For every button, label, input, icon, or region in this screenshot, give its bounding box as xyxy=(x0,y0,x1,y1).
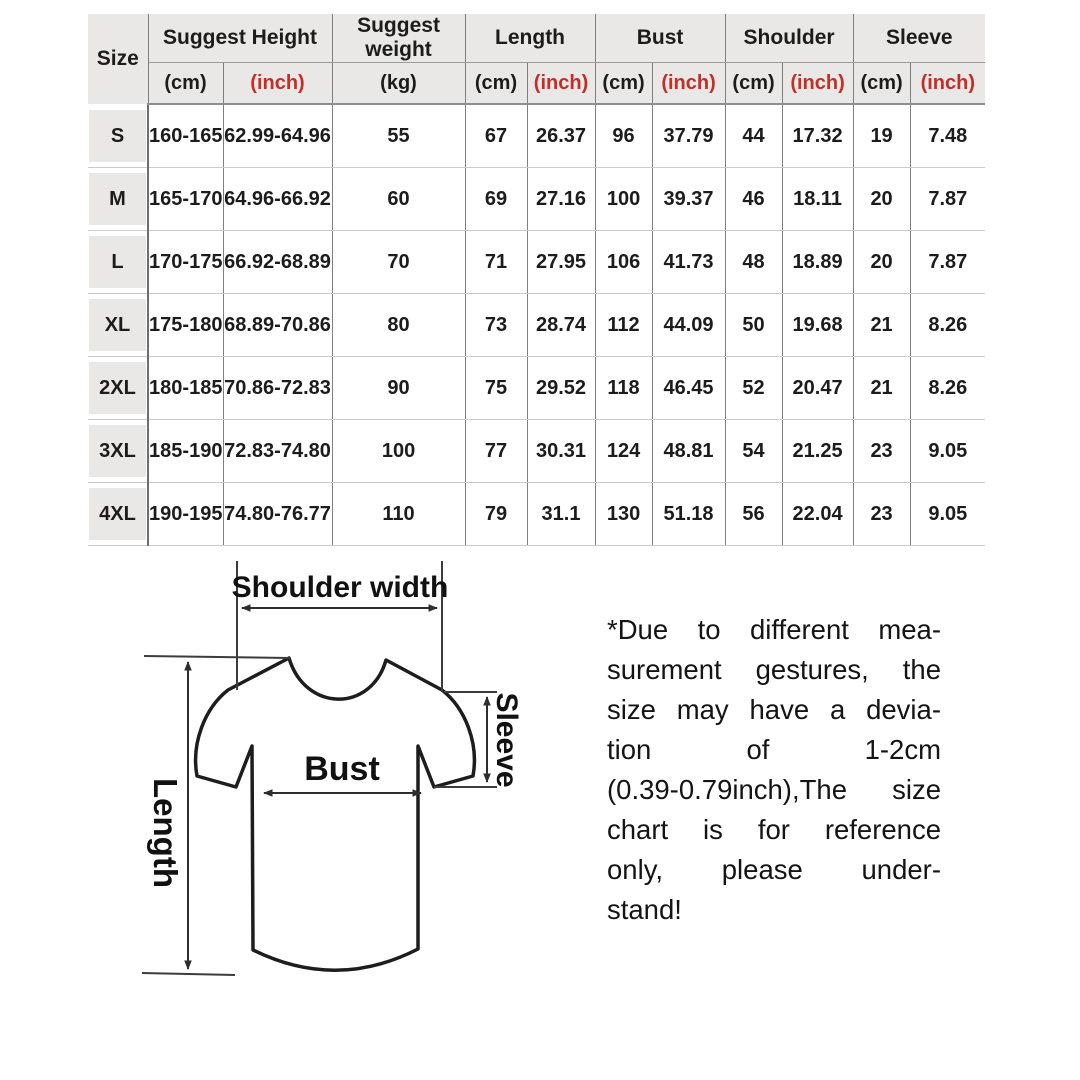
length-label: Length xyxy=(147,778,184,888)
height-inch-value: 72.83-74.80 xyxy=(223,420,332,483)
bust-cm-value: 130 xyxy=(595,483,652,546)
shoulder-inch-value: 22.04 xyxy=(782,483,853,546)
header-group-row xyxy=(88,14,985,63)
bust-inch-value: 51.18 xyxy=(652,483,725,546)
shoulder-cm-value: 46 xyxy=(725,168,782,231)
size-cell xyxy=(88,168,148,231)
sleeve-cm-value: 23 xyxy=(853,420,910,483)
note-line: tion of 1-2cm xyxy=(607,734,941,765)
size-cell xyxy=(88,483,148,546)
shoulder-inch-value: 19.68 xyxy=(782,294,853,357)
sleeve-cm-value: 21 xyxy=(853,357,910,420)
sleeve-cm-value: 20 xyxy=(853,168,910,231)
bust-cm-value: 96 xyxy=(595,104,652,168)
height-cm-value: 165-170 xyxy=(148,168,223,231)
length-cm-value: 77 xyxy=(465,420,527,483)
sleeve-cm-value: 20 xyxy=(853,231,910,294)
size-label: S xyxy=(89,110,146,162)
col-header-length: Length xyxy=(465,14,595,63)
height-cm-value: 160-165 xyxy=(148,104,223,168)
size-label: 4XL xyxy=(89,488,146,540)
size-cell xyxy=(88,104,148,168)
table-row-m xyxy=(88,168,985,231)
length-cm-value: 69 xyxy=(465,168,527,231)
table-row-3xl xyxy=(88,420,985,483)
sleeve-cm-value: 21 xyxy=(853,294,910,357)
height-cm-value: 180-185 xyxy=(148,357,223,420)
size-cell xyxy=(88,420,148,483)
height-inch-value: 64.96-66.92 xyxy=(223,168,332,231)
length-inch-value: 31.1 xyxy=(527,483,595,546)
sleeve-inch-value: 8.26 xyxy=(910,357,985,420)
note-line: *Due to different mea- xyxy=(607,614,941,645)
table-row-s xyxy=(88,104,985,168)
tshirt-diagram-svg xyxy=(90,550,590,1018)
weight-kg-value: 70 xyxy=(332,231,465,294)
sleeve-cm-value: 23 xyxy=(853,483,910,546)
bust-inch-value: 44.09 xyxy=(652,294,725,357)
size-chart-table xyxy=(88,14,985,546)
weight-kg-value: 110 xyxy=(332,483,465,546)
col-header-sleeve: Sleeve xyxy=(853,14,985,63)
size-label: 2XL xyxy=(89,362,146,414)
length-inch-value: 29.52 xyxy=(527,357,595,420)
unit-length-cm: (cm) xyxy=(465,63,527,105)
bust-inch-value: 37.79 xyxy=(652,104,725,168)
length-inch-value: 26.37 xyxy=(527,104,595,168)
length-inch-value: 27.16 xyxy=(527,168,595,231)
unit-shoulder-inch: (inch) xyxy=(782,63,853,105)
size-cell xyxy=(88,357,148,420)
size-cell xyxy=(88,231,148,294)
size-label: 3XL xyxy=(89,425,146,477)
length-cm-value: 73 xyxy=(465,294,527,357)
table-row-l xyxy=(88,231,985,294)
weight-kg-value: 60 xyxy=(332,168,465,231)
shoulder-inch-value: 18.11 xyxy=(782,168,853,231)
sleeve-cm-value: 19 xyxy=(853,104,910,168)
height-cm-value: 190-195 xyxy=(148,483,223,546)
length-inch-value: 28.74 xyxy=(527,294,595,357)
weight-kg-value: 100 xyxy=(332,420,465,483)
shoulder-width-label: Shoulder width xyxy=(231,571,449,604)
shoulder-inch-value: 17.32 xyxy=(782,104,853,168)
length-guide-top xyxy=(144,656,290,658)
size-label: M xyxy=(89,173,146,225)
note-line: stand! xyxy=(607,894,682,925)
bust-inch-value: 39.37 xyxy=(652,168,725,231)
length-cm-value: 79 xyxy=(465,483,527,546)
height-inch-value: 68.89-70.86 xyxy=(223,294,332,357)
col-header-suggest-height: Suggest Height xyxy=(148,14,332,63)
size-label: XL xyxy=(89,299,146,351)
weight-kg-value: 80 xyxy=(332,294,465,357)
bust-inch-value: 48.81 xyxy=(652,420,725,483)
bust-label: Bust xyxy=(304,750,380,788)
bust-cm-value: 118 xyxy=(595,357,652,420)
height-inch-value: 74.80-76.77 xyxy=(223,483,332,546)
col-header-suggest-weight: Suggest weight xyxy=(332,14,465,63)
col-header-bust: Bust xyxy=(595,14,725,63)
unit-shoulder-cm: (cm) xyxy=(725,63,782,105)
unit-length-inch: (inch) xyxy=(527,63,595,105)
bust-cm-value: 124 xyxy=(595,420,652,483)
unit-bust-inch: (inch) xyxy=(652,63,725,105)
unit-height-inch: (inch) xyxy=(223,63,332,105)
table-row-4xl xyxy=(88,483,985,546)
bust-cm-value: 106 xyxy=(595,231,652,294)
bust-cm-value: 100 xyxy=(595,168,652,231)
height-inch-value: 70.86-72.83 xyxy=(223,357,332,420)
bust-cm-value: 112 xyxy=(595,294,652,357)
height-cm-value: 170-175 xyxy=(148,231,223,294)
length-cm-value: 75 xyxy=(465,357,527,420)
length-cm-value: 67 xyxy=(465,104,527,168)
size-cell xyxy=(88,294,148,357)
length-inch-value: 30.31 xyxy=(527,420,595,483)
weight-kg-value: 90 xyxy=(332,357,465,420)
sleeve-inch-value: 9.05 xyxy=(910,420,985,483)
sleeve-inch-value: 9.05 xyxy=(910,483,985,546)
shoulder-cm-value: 54 xyxy=(725,420,782,483)
shoulder-cm-value: 44 xyxy=(725,104,782,168)
shoulder-inch-value: 21.25 xyxy=(782,420,853,483)
weight-kg-value: 55 xyxy=(332,104,465,168)
unit-height-cm: (cm) xyxy=(148,63,223,105)
length-guide-bottom xyxy=(142,973,235,975)
shoulder-cm-value: 50 xyxy=(725,294,782,357)
unit-weight-kg: (kg) xyxy=(332,63,465,105)
col-header-size: Size xyxy=(88,14,148,104)
height-inch-value: 62.99-64.96 xyxy=(223,104,332,168)
sleeve-inch-value: 8.26 xyxy=(910,294,985,357)
size-label: L xyxy=(89,236,146,288)
table-row-2xl xyxy=(88,357,985,420)
height-cm-value: 175-180 xyxy=(148,294,223,357)
length-cm-value: 71 xyxy=(465,231,527,294)
col-header-shoulder: Shoulder xyxy=(725,14,853,63)
note-line: (0.39-0.79inch),The size xyxy=(607,774,941,805)
tshirt-outline xyxy=(196,658,475,970)
sleeve-label: Sleeve xyxy=(490,692,523,788)
height-inch-value: 66.92-68.89 xyxy=(223,231,332,294)
unit-bust-cm: (cm) xyxy=(595,63,652,105)
bust-inch-value: 46.45 xyxy=(652,357,725,420)
note-line: chart is for reference xyxy=(607,814,941,845)
shoulder-inch-value: 18.89 xyxy=(782,231,853,294)
tshirt-measurement-diagram xyxy=(90,550,590,1023)
unit-sleeve-inch: (inch) xyxy=(910,63,985,105)
note-line: only, please under- xyxy=(607,854,941,885)
length-inch-value: 27.95 xyxy=(527,231,595,294)
note-line: surement gestures, the xyxy=(607,654,941,685)
note-line: size may have a devia- xyxy=(607,694,941,725)
measurement-note xyxy=(607,610,941,930)
table-row-xl xyxy=(88,294,985,357)
header-unit-row xyxy=(88,63,985,105)
sleeve-inch-value: 7.87 xyxy=(910,231,985,294)
shoulder-cm-value: 56 xyxy=(725,483,782,546)
shoulder-cm-value: 52 xyxy=(725,357,782,420)
unit-sleeve-cm: (cm) xyxy=(853,63,910,105)
shoulder-cm-value: 48 xyxy=(725,231,782,294)
bust-inch-value: 41.73 xyxy=(652,231,725,294)
sleeve-inch-value: 7.87 xyxy=(910,168,985,231)
shoulder-inch-value: 20.47 xyxy=(782,357,853,420)
sleeve-inch-value: 7.48 xyxy=(910,104,985,168)
height-cm-value: 185-190 xyxy=(148,420,223,483)
